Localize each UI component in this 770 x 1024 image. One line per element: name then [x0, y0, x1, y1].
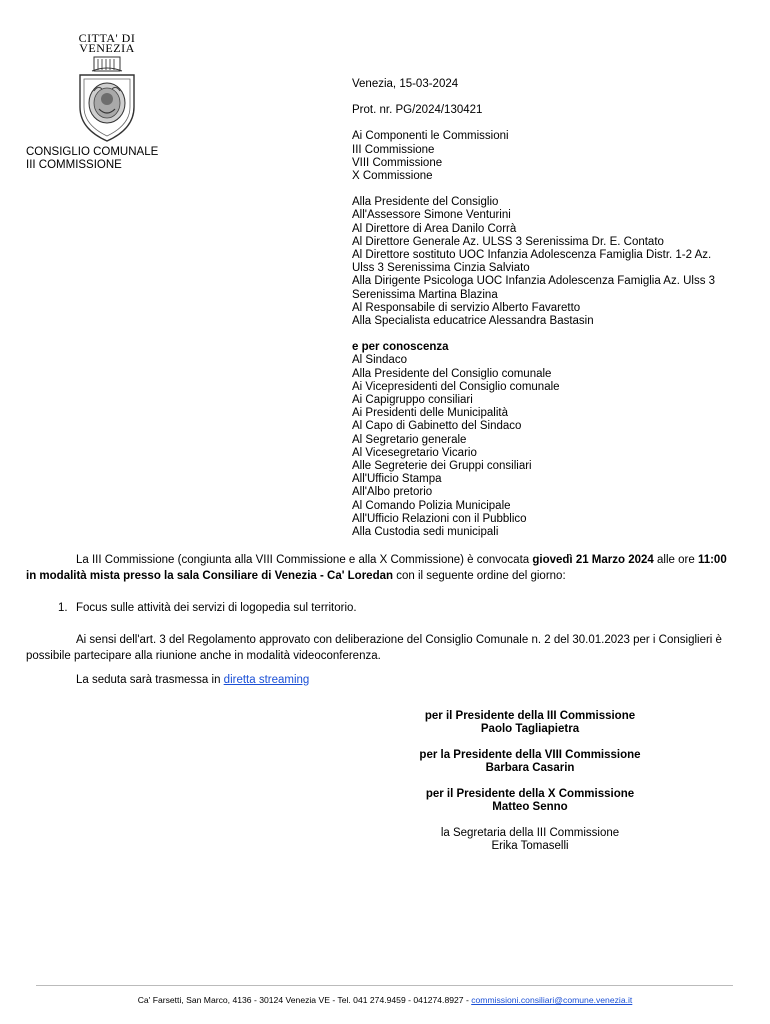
recipient-line: VIII Commissione: [352, 156, 443, 169]
convocation-paragraph: [26, 552, 736, 584]
footer: [0, 995, 770, 1005]
issuer-block: [26, 146, 158, 172]
signature-name: Matteo Senno: [492, 801, 568, 813]
recipient-line: Al Direttore di Area Danilo Corrà: [352, 222, 517, 235]
signature-president-x: [380, 788, 680, 814]
cc-line: Al Segretario generale: [352, 433, 467, 446]
cc-line: Alle Segreterie dei Gruppi consiliari: [352, 460, 532, 473]
cc-line: All'Albo pretorio: [352, 486, 433, 499]
recipient-line: III Commissione: [352, 143, 435, 156]
signatures-block: [380, 710, 680, 866]
recipient-line: X Commissione: [352, 170, 433, 183]
footer-email-link[interactable]: commissioni.consiliari@comune.venezia.it: [471, 995, 633, 1005]
recipient-line: Al Direttore Generale Az. ULSS 3 Serenissima Dr. E. Contato: [352, 235, 664, 248]
cc-line: Al Sindaco: [352, 354, 407, 367]
cc-group: [352, 341, 742, 539]
cc-line: Ai Vicepresidenti del Consiglio comunale: [352, 380, 560, 393]
agenda-list: [26, 600, 736, 616]
signature-role: per la Presidente della VIII Commissione: [419, 749, 641, 761]
meeting-date: giovedì 21 Marzo 2024: [532, 554, 654, 566]
recipient-line: Serenissima Martina Blazina: [352, 288, 498, 301]
agenda-item-number: 1.: [58, 602, 68, 614]
recipients-group-1: [352, 130, 742, 183]
agenda-item-text: Focus sulle attività dei servizi di logopedia sul territorio.: [76, 602, 357, 614]
footer-address: Ca' Farsetti, San Marco, 4136 - 30124 Venezia VE - Tel. 041 274.9459 - 041274.8927 -: [137, 995, 472, 1005]
recipient-line: Al Responsabile di servizio Alberto Favaretto: [352, 301, 581, 314]
convocation-text: con il seguente ordine del giorno:: [393, 570, 566, 582]
cc-line: Ai Presidenti delle Municipalità: [352, 407, 508, 420]
convocation-text: La III Commissione (congiunta alla VIII Commissione e alla X Commissione) è convocata: [76, 554, 533, 566]
cc-line: All'Ufficio Relazioni con il Pubblico: [352, 512, 527, 525]
city-logo: [62, 33, 152, 143]
streaming-paragraph: [26, 672, 736, 688]
streaming-text: La seduta sarà trasmessa in: [76, 674, 224, 686]
signature-role: per il Presidente della X Commissione: [425, 788, 635, 800]
recipient-line: Ulss 3 Serenissima Cinzia Salviato: [352, 262, 530, 275]
signature-secretary: [380, 827, 680, 853]
logo-title-line2: VENEZIA: [79, 41, 135, 55]
cc-line: Al Vicesegretario Vicario: [352, 446, 477, 459]
cc-line: Alla Presidente del Consiglio comunale: [352, 367, 552, 380]
recipient-line: Al Direttore sostituto UOC Infanzia Adolescenza Famiglia Distr. 1-2 Az.: [352, 249, 712, 262]
cc-line: Al Capo di Gabinetto del Sindaco: [352, 420, 522, 433]
signature-role: per il Presidente della III Commissione: [424, 710, 636, 722]
signature-name: Paolo Tagliapietra: [480, 723, 580, 735]
issuer-council: CONSIGLIO COMUNALE: [26, 146, 159, 158]
videoconference-paragraph: Ai sensi dell'art. 3 del Regolamento approvato con deliberazione del Consiglio Comunale n. 2 del 30.01.2023 per i Consiglieri è possibile partecipare alla riunione anche in modalità videoconferenza.: [26, 634, 722, 662]
cc-line: Ai Capigruppo consiliari: [352, 394, 473, 407]
convocation-text: alle ore: [653, 554, 698, 566]
recipient-line: Alla Dirigente Psicologa UOC Infanzia Adolescenza Famiglia Az. Ulss 3: [352, 275, 716, 288]
signature-president-iii: [380, 710, 680, 736]
logo-title-line1: CITTA' DI: [78, 31, 136, 45]
cc-line: Al Comando Polizia Municipale: [352, 499, 511, 512]
protocol-number: Prot. nr. PG/2024/130421: [352, 104, 483, 117]
footer-divider: [36, 985, 733, 986]
recipient-line: Alla Presidente del Consiglio: [352, 196, 499, 209]
letter-body: [26, 552, 736, 688]
agenda-item: [58, 600, 736, 616]
signature-name: Erika Tomaselli: [491, 840, 569, 852]
recipient-line: Ai Componenti le Commissioni: [352, 130, 509, 143]
recipient-line: All'Assessore Simone Venturini: [352, 209, 511, 222]
cc-line: All'Ufficio Stampa: [352, 473, 442, 486]
recipients-column: [352, 78, 742, 539]
issuer-commission: III COMMISSIONE: [26, 159, 122, 171]
recipients-group-2: [352, 196, 742, 328]
venice-crest-icon: [72, 55, 142, 143]
meeting-time-location: 11:00 in modalità mista presso la sala Consiliare di Venezia - Ca' Loredan: [26, 554, 727, 582]
signature-name: Barbara Casarin: [485, 762, 575, 774]
streaming-link[interactable]: diretta streaming: [223, 674, 310, 686]
signature-role: la Segretaria della III Commissione: [440, 827, 620, 839]
cc-heading: e per conoscenza: [352, 341, 449, 354]
signature-president-viii: [380, 749, 680, 775]
document-date: Venezia, 15-03-2024: [352, 78, 459, 90]
recipient-line: Alla Specialista educatrice Alessandra Bastasin: [352, 315, 594, 328]
cc-line: Alla Custodia sedi municipali: [352, 526, 499, 539]
